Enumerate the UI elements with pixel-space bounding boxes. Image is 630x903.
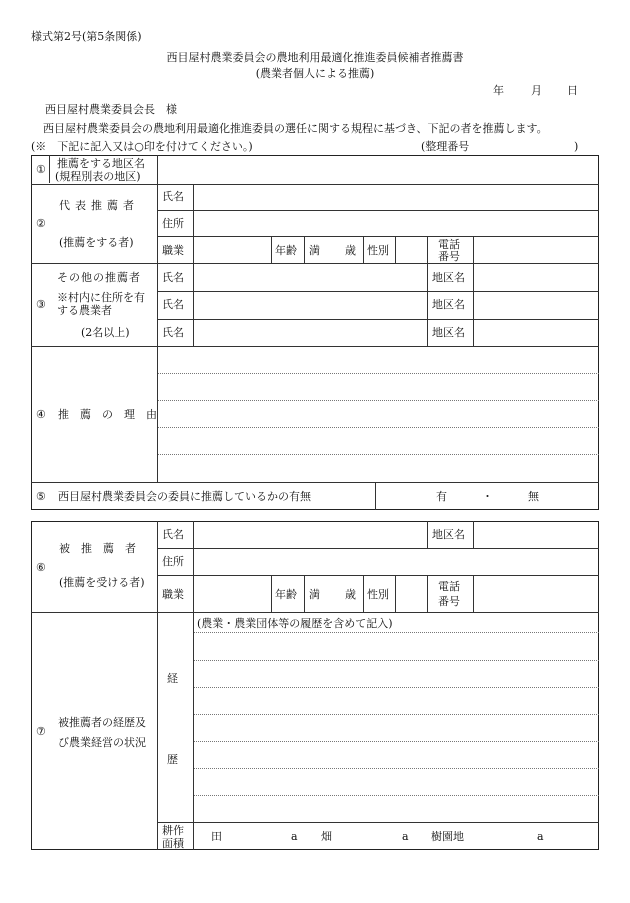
nominee-occupation-input[interactable] xyxy=(194,576,270,611)
nominee-phone-label-line1: 電話 xyxy=(438,580,460,593)
rep-age-prefix: 満 xyxy=(309,244,320,257)
nominee-sex-input[interactable] xyxy=(396,576,426,611)
upland-unit: a xyxy=(402,830,409,843)
rep-sex-label: 性別 xyxy=(367,244,389,257)
form-number: 様式第2号(第5条関係) xyxy=(31,30,142,43)
rep-age-label: 年齢 xyxy=(275,244,297,257)
rep-phone-label-line1: 電話 xyxy=(438,238,460,251)
area-label-line1: 耕作 xyxy=(162,824,184,837)
nominee-district-label: 地区名 xyxy=(432,528,465,541)
rice-field-label: 田 xyxy=(211,830,222,843)
section6-label-line1: 被推薦者 xyxy=(59,542,147,555)
other-name-input-3[interactable] xyxy=(194,320,426,345)
section3-label-line3: する農業者 xyxy=(57,304,112,317)
other-district-input-2[interactable] xyxy=(474,292,598,318)
section1-number: ① xyxy=(36,163,46,176)
other-name-input-2[interactable] xyxy=(194,292,426,318)
rice-field-input[interactable] xyxy=(225,824,285,848)
rice-unit: a xyxy=(291,830,298,843)
upland-field-input[interactable] xyxy=(337,824,397,848)
section1-label-line2: (規程別表の地区) xyxy=(55,170,141,183)
career-char-2: 歴 xyxy=(167,753,178,766)
section7-label-line1: 被推薦者の経歴及 xyxy=(58,716,146,729)
section2-label-line1: 代表推薦者 xyxy=(59,199,139,212)
reference-number-close: ) xyxy=(574,140,579,153)
date-month-label: 月 xyxy=(531,84,542,97)
rep-phone-input[interactable] xyxy=(474,237,598,262)
nominee-name-label: 氏名 xyxy=(162,528,184,541)
nominee-sex-label: 性別 xyxy=(367,588,389,601)
section7-number: ⑦ xyxy=(36,725,46,738)
other-district-label-2: 地区名 xyxy=(432,298,465,311)
reason-textarea[interactable] xyxy=(158,347,598,481)
section5-separator: ・ xyxy=(482,490,493,503)
other-district-input-1[interactable] xyxy=(474,264,598,290)
orchard-unit: a xyxy=(537,830,544,843)
section5-no-option[interactable]: 無 xyxy=(528,490,539,503)
section4-number: ④ xyxy=(36,408,46,421)
section6-label-line2: (推薦を受ける者) xyxy=(59,576,145,589)
section7-label-line2: び農業経営の状況 xyxy=(58,736,146,749)
rep-phone-label-line2: 番号 xyxy=(438,250,460,263)
orchard-input[interactable] xyxy=(468,824,532,848)
section2-label-line2: (推薦をする者) xyxy=(59,236,134,249)
section6-number: ⑥ xyxy=(36,561,46,574)
section4-label: 推薦の理由 xyxy=(58,408,168,421)
section1-label-line1: 推薦をする地区名 xyxy=(57,157,145,170)
orchard-label: 樹園地 xyxy=(431,830,464,843)
addressee: 西目屋村農業委員会長 様 xyxy=(45,103,177,116)
other-district-label-1: 地区名 xyxy=(432,271,465,284)
career-note: (農業・農業団体等の履歴を含めて記入) xyxy=(197,617,393,630)
district-input[interactable] xyxy=(158,156,598,183)
rep-address-label: 住所 xyxy=(162,217,184,230)
career-textarea[interactable] xyxy=(194,633,598,821)
nominee-phone-input[interactable] xyxy=(474,576,598,611)
section3-label-line4: (2名以上) xyxy=(81,326,130,339)
rep-sex-input[interactable] xyxy=(396,237,426,262)
section5-label: 西目屋村農業委員会の委員に推薦しているかの有無 xyxy=(58,490,311,503)
nominee-address-input[interactable] xyxy=(194,549,598,574)
rep-occupation-label: 職業 xyxy=(162,244,184,257)
rep-name-label: 氏名 xyxy=(162,190,184,203)
other-name-label-2: 氏名 xyxy=(162,298,184,311)
section5-number: ⑤ xyxy=(36,490,46,503)
section3-number: ③ xyxy=(36,298,46,311)
nominee-phone-label-line2: 番号 xyxy=(438,595,460,608)
nominee-address-label: 住所 xyxy=(162,555,184,568)
nominee-name-input[interactable] xyxy=(194,522,426,547)
form-subtitle: (農業者個人による推薦) xyxy=(255,67,375,80)
date-year-label: 年 xyxy=(493,84,504,97)
other-name-label-3: 氏名 xyxy=(162,326,184,339)
section3-label-line1: その他の推薦者 xyxy=(57,271,141,284)
section3-label-line2: ※村内に住所を有 xyxy=(57,291,145,304)
section2-number: ② xyxy=(36,217,46,230)
career-char-1: 経 xyxy=(167,672,178,685)
rep-occupation-input[interactable] xyxy=(194,237,270,262)
reference-number-label: (整理番号 xyxy=(421,140,470,153)
upland-field-label: 畑 xyxy=(321,830,332,843)
section5-yes-option[interactable]: 有 xyxy=(436,490,447,503)
intro-text: 西目屋村農業委員会の農地利用最適化推進委員の選任に関する規程に基づき、下記の者を推薦します。 xyxy=(43,122,548,135)
nominee-occupation-label: 職業 xyxy=(162,588,184,601)
other-district-input-3[interactable] xyxy=(474,320,598,345)
nominee-age-label: 年齢 xyxy=(275,588,297,601)
rep-name-input[interactable] xyxy=(194,185,598,209)
rep-age-unit: 歳 xyxy=(345,244,356,257)
nominee-age-unit: 歳 xyxy=(345,588,356,601)
other-name-input-1[interactable] xyxy=(194,264,426,290)
nominee-district-input[interactable] xyxy=(474,522,598,547)
instruction-note: (※ 下記に記入又は○印を付けてください。) xyxy=(31,140,253,153)
nominee-age-prefix: 満 xyxy=(309,588,320,601)
area-label-line2: 面積 xyxy=(162,837,184,850)
other-district-label-3: 地区名 xyxy=(432,326,465,339)
other-name-label-1: 氏名 xyxy=(162,271,184,284)
date-day-label: 日 xyxy=(567,84,578,97)
form-title: 西目屋村農業委員会の農地利用最適化推進委員候補者推薦書 xyxy=(166,51,464,64)
rep-address-input[interactable] xyxy=(194,211,598,235)
